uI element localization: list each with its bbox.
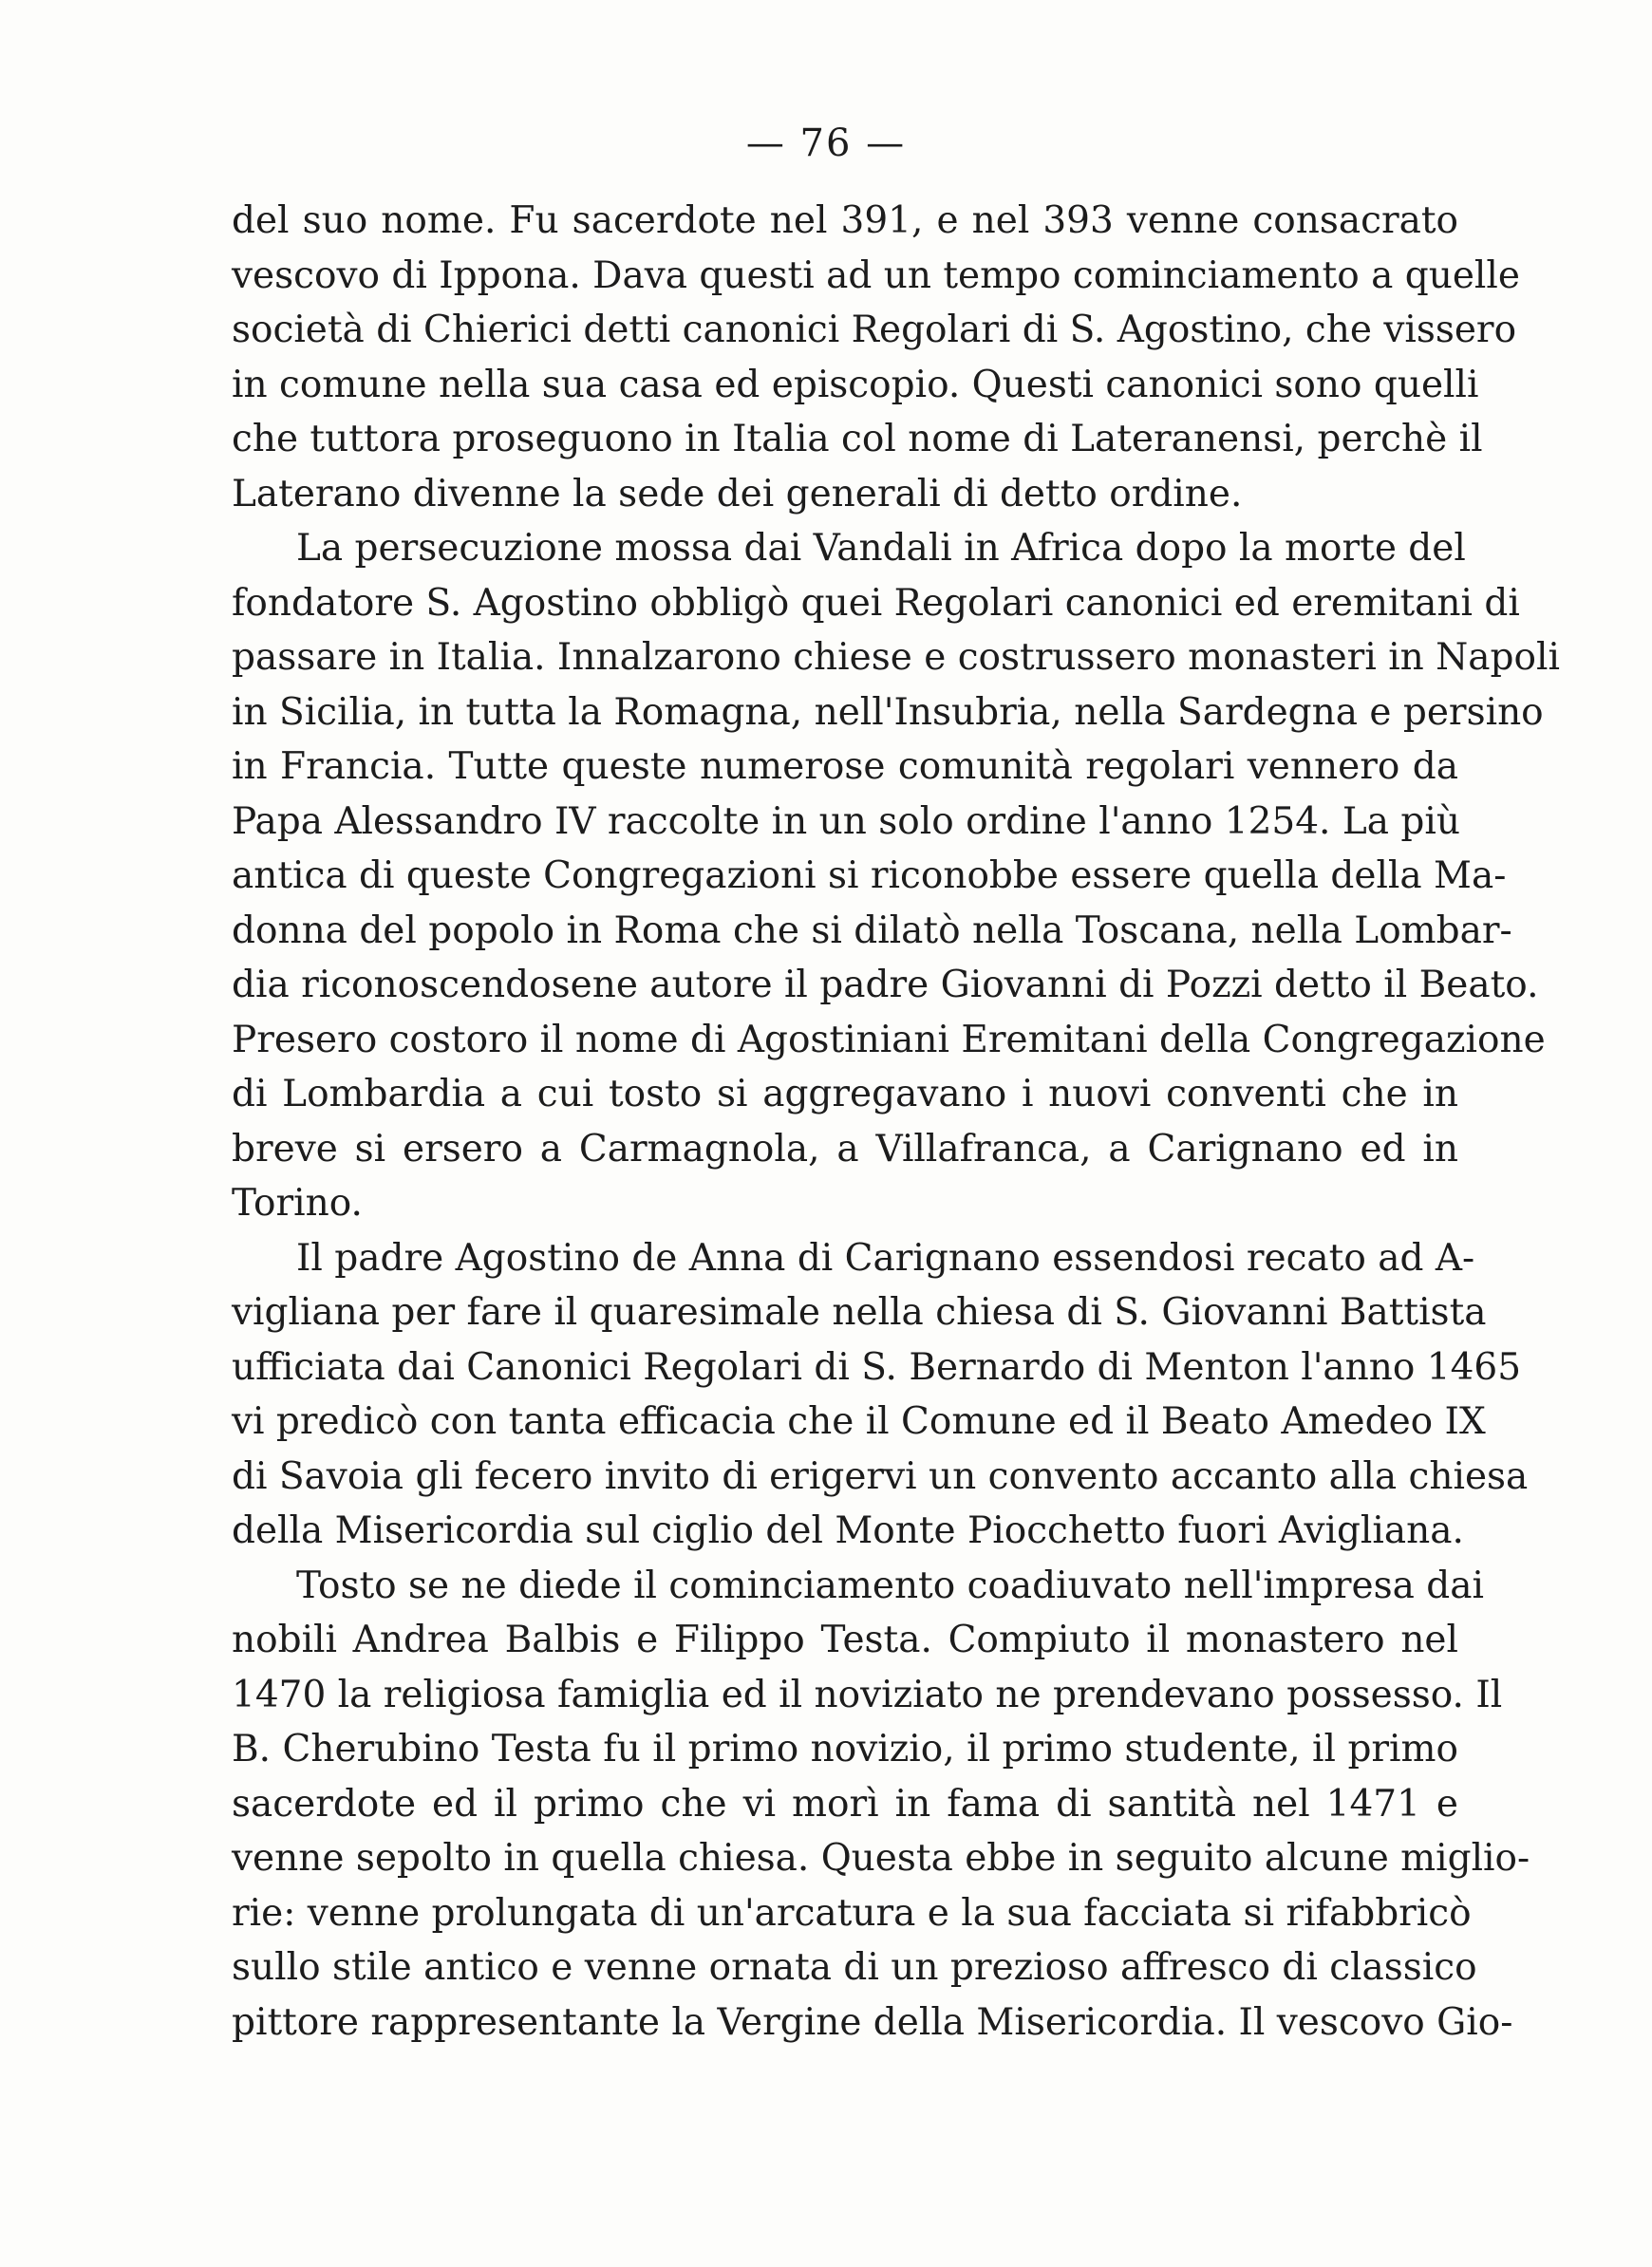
text-line: B. Cherubino Testa fu il primo novizio, il primo studente, il primo: [232, 1728, 1458, 1771]
text-line: di Savoia gli fecero invito di erigervi un convento accanto alla chiesa: [232, 1454, 1529, 1498]
text-line: dia riconoscendosene autore il padre Giovanni di Pozzi detto il Beato.: [232, 964, 1539, 1006]
text-line: in Francia. Tutte queste numerose comunità regolari vennero da: [232, 745, 1458, 788]
text-line: sullo stile antico e venne ornata di un prezioso affresco di classico: [232, 1946, 1477, 1989]
text-line: che tuttora proseguono in Italia col nome di Lateranensi, perchè il: [232, 418, 1483, 460]
text-line: società di Chierici detti canonici Regolari di S. Agostino, che vissero: [232, 309, 1517, 351]
text-line: Presero costoro il nome di Agostiniani Eremitani della Congregazione: [232, 1018, 1546, 1061]
text-line: Tosto se ne diede il cominciamento coadiuvato nell'impresa dai: [296, 1564, 1484, 1607]
text-line: passare in Italia. Innalzarono chiese e costrussero monasteri in Napoli: [232, 636, 1560, 679]
text-line: antica di queste Congregazioni si riconobbe essere quella della Ma-: [232, 854, 1507, 897]
text-line: fondatore S. Agostino obbligò quei Regolari canonici ed eremitani di: [232, 581, 1520, 625]
text-line: in comune nella sua casa ed episcopio. Questi canonici sono quelli: [232, 363, 1479, 406]
text-line: del suo nome. Fu sacerdote nel 391, e nel 393 venne consacrato: [232, 199, 1458, 242]
text-line: nobili Andrea Balbis e Filippo Testa. Compiuto il monastero nel: [232, 1619, 1458, 1661]
text-line: vigliana per fare il quaresimale nella chiesa di S. Giovanni Battista: [232, 1291, 1487, 1334]
text-line: ufficiata dai Canonici Regolari di S. Bernardo di Menton l'anno 1465: [232, 1345, 1522, 1389]
text-line: in Sicilia, in tutta la Romagna, nell'Insubria, nella Sardegna e persino: [232, 690, 1544, 734]
text-line: 1470 la religiosa famiglia ed il noviziato ne prendevano possesso. Il: [232, 1673, 1503, 1716]
text-line: vescovo di Ippona. Dava questi ad un tempo cominciamento a quelle: [232, 253, 1520, 297]
text-line: breve si ersero a Carmagnola, a Villafranca, a Carignano ed in: [232, 1127, 1458, 1171]
text-line: Laterano divenne la sede dei generali di detto ordine.: [232, 472, 1243, 515]
text-line: Il padre Agostino de Anna di Carignano essendosi recato ad A-: [296, 1236, 1475, 1280]
text-line: Torino.: [232, 1182, 363, 1225]
text-line: Papa Alessandro IV raccolte in un solo ordine l'anno 1254. La più: [232, 799, 1460, 843]
text-line: di Lombardia a cui tosto si aggregavano i nuovi conventi che in: [232, 1073, 1458, 1115]
text-line: sacerdote ed il primo che vi morì in fama di santità nel 1471 e: [232, 1782, 1458, 1826]
text-line: venne sepolto in quella chiesa. Questa ebbe in seguito alcune miglio-: [232, 1837, 1530, 1880]
text-line: vi predicò con tanta efficacia che il Comune ed il Beato Amedeo IX: [232, 1400, 1486, 1443]
text-line: della Misericordia sul ciglio del Monte Piocchetto fuori Avigliana.: [232, 1509, 1464, 1552]
text-line: pittore rappresentante la Vergine della Misericordia. Il vescovo Gio-: [232, 2000, 1513, 2044]
text-line: donna del popolo in Roma che si dilatò nella Toscana, nella Lombar-: [232, 909, 1512, 952]
text-line: rie: venne prolungata di un'arcatura e la sua facciata si rifabbricò: [232, 1891, 1472, 1935]
body-text: [232, 194, 1560, 2050]
text-line: La persecuzione mossa dai Vandali in Africa dopo la morte del: [296, 527, 1466, 570]
page-number: — 76 —: [745, 122, 907, 165]
